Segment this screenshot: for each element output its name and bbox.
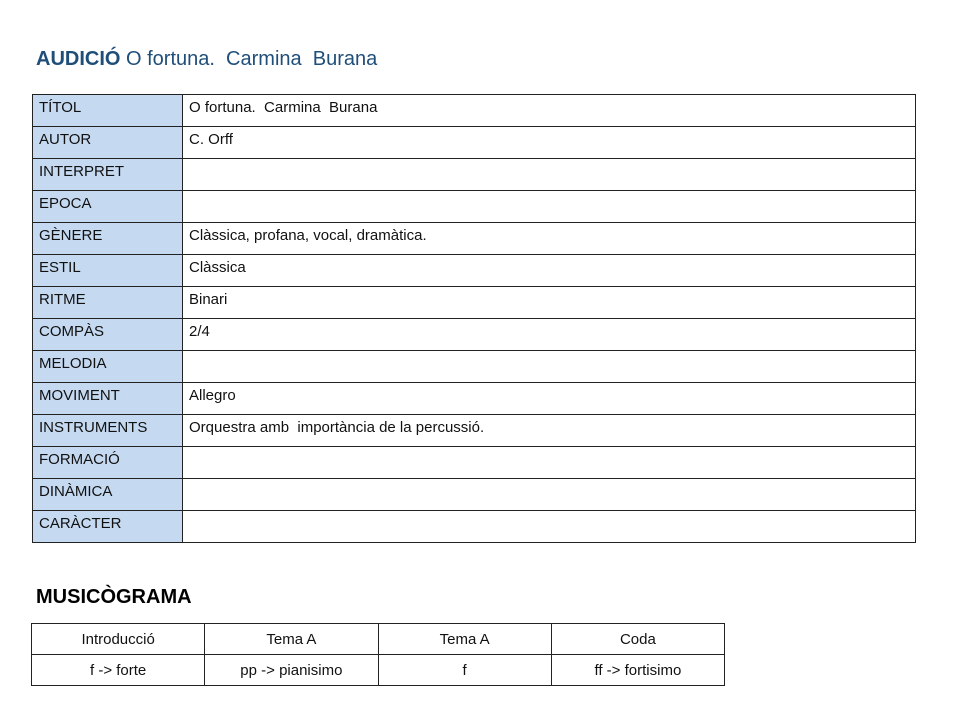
table-row	[32, 655, 725, 686]
section-cell: Tema A	[205, 624, 378, 655]
row-label: FORMACIÓ	[33, 447, 183, 479]
section-cell: Tema A	[378, 624, 551, 655]
row-label: MELODIA	[33, 351, 183, 383]
table-row	[33, 447, 916, 479]
table-row	[33, 127, 916, 159]
row-value: 2/4	[183, 319, 916, 351]
row-value: Allegro	[183, 383, 916, 415]
title-rest: O fortuna. Carmina Burana	[120, 48, 378, 70]
row-label: AUTOR	[33, 127, 183, 159]
table-row	[33, 319, 916, 351]
row-value	[183, 447, 916, 479]
row-label: MOVIMENT	[33, 383, 183, 415]
row-value: Clàssica	[183, 255, 916, 287]
table-row	[33, 351, 916, 383]
table-row	[33, 191, 916, 223]
row-label: COMPÀS	[33, 319, 183, 351]
table-row	[33, 255, 916, 287]
row-value	[183, 191, 916, 223]
row-label: RITME	[33, 287, 183, 319]
table-row	[32, 624, 725, 655]
dynamic-cell: f -> forte	[32, 655, 205, 686]
row-value: Binari	[183, 287, 916, 319]
row-label: GÈNERE	[33, 223, 183, 255]
table-row	[33, 479, 916, 511]
row-label: INSTRUMENTS	[33, 415, 183, 447]
title-bold: AUDICIÓ	[36, 48, 121, 70]
row-value	[183, 159, 916, 191]
row-value: Clàssica, profana, vocal, dramàtica.	[183, 223, 916, 255]
row-label: EPOCA	[33, 191, 183, 223]
section-cell: Coda	[551, 624, 724, 655]
table-row	[33, 223, 916, 255]
row-value: Orquestra amb importància de la percussió.	[183, 415, 916, 447]
dynamic-cell: pp -> pianisimo	[205, 655, 378, 686]
row-value	[183, 351, 916, 383]
page-title	[36, 48, 377, 71]
info-table	[32, 94, 916, 543]
table-row	[33, 287, 916, 319]
musicograma-title: MUSICÒGRAMA	[36, 586, 192, 608]
row-value: C. Orff	[183, 127, 916, 159]
table-row	[33, 159, 916, 191]
dynamic-cell: f	[378, 655, 551, 686]
dynamic-cell: ff -> fortisimo	[551, 655, 724, 686]
row-label: ESTIL	[33, 255, 183, 287]
row-value	[183, 479, 916, 511]
row-value	[183, 511, 916, 543]
table-row	[33, 415, 916, 447]
row-label: INTERPRET	[33, 159, 183, 191]
section-cell: Introducció	[32, 624, 205, 655]
table-row	[33, 95, 916, 127]
row-label: DINÀMICA	[33, 479, 183, 511]
table-row	[33, 511, 916, 543]
musicograma-table	[31, 623, 725, 686]
row-label: CARÀCTER	[33, 511, 183, 543]
table-row	[33, 383, 916, 415]
row-label: TÍTOL	[33, 95, 183, 127]
row-value: O fortuna. Carmina Burana	[183, 95, 916, 127]
